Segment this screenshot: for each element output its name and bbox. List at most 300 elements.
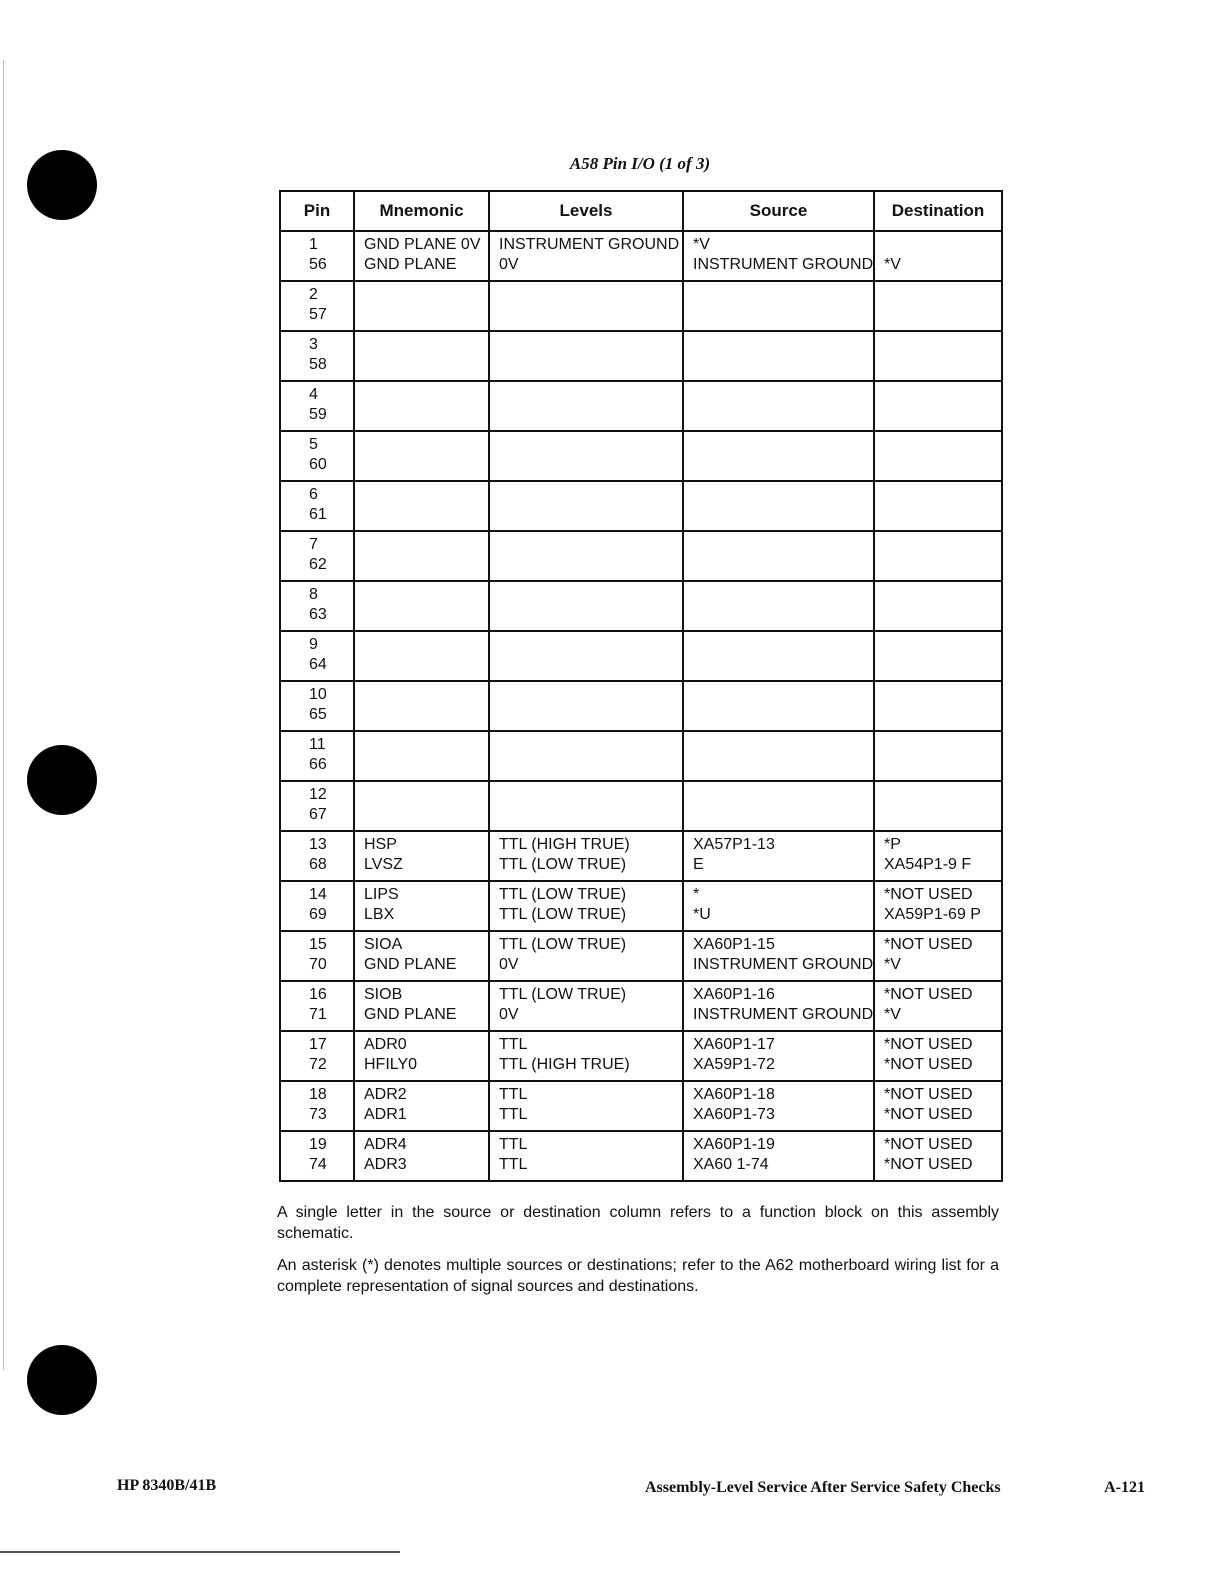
table-row	[280, 381, 1002, 431]
source-line-2	[693, 805, 873, 825]
cell-source	[683, 581, 874, 631]
left-margin-line	[3, 60, 4, 1370]
levels-line-2	[499, 605, 682, 625]
source-line-2	[693, 505, 873, 525]
notes	[277, 1202, 999, 1308]
table-row	[280, 731, 1002, 781]
source-line-1	[693, 335, 873, 355]
mnemonic-line-1	[364, 785, 488, 805]
cell-levels	[489, 631, 683, 681]
cell-destination	[874, 581, 1002, 631]
destination-line-2	[884, 455, 1001, 475]
mnemonic-line-1	[364, 685, 488, 705]
pin-line-1: 4	[309, 386, 318, 403]
pin-line-1: 12	[309, 786, 327, 803]
pin-line-1: 11	[309, 736, 326, 753]
note-asterisk: An asterisk (*) denotes multiple sources or destinations; refer to the A62 motherboard wiring list for a complete representation of signal sources and destinations.	[277, 1257, 999, 1295]
destination-line-2	[884, 405, 1001, 425]
mnemonic-line-2: LVSZ	[364, 856, 403, 873]
pin-line-2: 61	[309, 506, 327, 523]
cell-pin	[280, 231, 354, 281]
cell-mnemonic	[354, 331, 489, 381]
destination-line-1	[884, 785, 1001, 805]
levels-line-2	[499, 355, 682, 375]
cell-mnemonic	[354, 231, 489, 281]
destination-line-2	[884, 355, 1001, 375]
cell-destination	[874, 431, 1002, 481]
destination-line-2	[884, 605, 1001, 625]
cell-source	[683, 981, 874, 1031]
levels-line-1	[499, 385, 682, 405]
table-row	[280, 881, 1002, 931]
levels-line-1: TTL	[499, 1136, 528, 1153]
mnemonic-line-2	[364, 505, 488, 525]
mnemonic-line-2	[364, 405, 488, 425]
cell-pin	[280, 531, 354, 581]
cell-levels	[489, 881, 683, 931]
cell-pin	[280, 881, 354, 931]
pin-line-2: 64	[309, 656, 327, 673]
pin-line-1: 13	[309, 836, 327, 853]
pin-line-2: 62	[309, 556, 327, 573]
pin-line-2: 57	[309, 306, 327, 323]
levels-line-2: 0V	[499, 956, 519, 973]
cell-pin	[280, 1031, 354, 1081]
source-line-1: XA60P1-17	[693, 1036, 775, 1053]
cell-pin	[280, 1131, 354, 1181]
cell-pin	[280, 1081, 354, 1131]
mnemonic-line-1	[364, 635, 488, 655]
source-line-2: XA60 1-74	[693, 1156, 769, 1173]
pin-line-2: 67	[309, 806, 327, 823]
pin-line-1: 2	[309, 286, 318, 303]
destination-line-2: *NOT USED	[884, 1056, 973, 1073]
mnemonic-line-1: HSP	[364, 836, 397, 853]
table-row	[280, 831, 1002, 881]
table-title: A58 Pin I/O (1 of 3)	[569, 154, 711, 173]
levels-line-2: TTL	[499, 1156, 528, 1173]
cell-mnemonic	[354, 781, 489, 831]
table-row	[280, 981, 1002, 1031]
footer-page-number: A-121	[1104, 1479, 1145, 1496]
cell-source	[683, 531, 874, 581]
destination-line-2	[884, 705, 1001, 725]
cell-levels	[489, 1131, 683, 1181]
cell-mnemonic	[354, 981, 489, 1031]
cell-levels	[489, 781, 683, 831]
cell-mnemonic	[354, 931, 489, 981]
levels-line-1: TTL (LOW TRUE)	[499, 886, 627, 903]
cell-levels	[489, 381, 683, 431]
source-line-2	[693, 355, 873, 375]
mnemonic-line-1	[364, 535, 488, 555]
source-line-1: *	[693, 886, 700, 903]
pin-line-2: 56	[309, 256, 327, 273]
cell-pin	[280, 481, 354, 531]
mnemonic-line-1: ADR4	[364, 1136, 407, 1153]
pin-line-2: 71	[309, 1006, 327, 1023]
cell-levels	[489, 731, 683, 781]
source-line-2	[693, 705, 873, 725]
destination-line-1	[884, 685, 1001, 705]
source-line-2	[693, 605, 873, 625]
levels-line-1	[499, 635, 682, 655]
source-line-2	[693, 305, 873, 325]
levels-line-1	[499, 785, 682, 805]
source-line-1: XA60P1-19	[693, 1136, 775, 1153]
cell-pin	[280, 431, 354, 481]
cell-destination	[874, 281, 1002, 331]
source-line-2: *U	[693, 906, 711, 923]
cell-levels	[489, 931, 683, 981]
footer-model: HP 8340B/41B	[117, 1477, 217, 1494]
destination-line-2	[884, 655, 1001, 675]
pin-line-2: 66	[309, 756, 327, 773]
destination-line-2: XA59P1-69 P	[884, 906, 981, 923]
pin-line-2: 60	[309, 456, 327, 473]
pin-line-1: 10	[309, 686, 327, 703]
levels-line-1: INSTRUMENT GROUND	[499, 236, 680, 253]
mnemonic-line-1	[364, 385, 488, 405]
mnemonic-line-2	[364, 355, 488, 375]
cell-mnemonic	[354, 481, 489, 531]
levels-line-1	[499, 735, 682, 755]
cell-levels	[489, 981, 683, 1031]
cell-source	[683, 931, 874, 981]
mnemonic-line-1: ADR0	[364, 1036, 407, 1053]
destination-line-2: *V	[884, 1006, 901, 1023]
mnemonic-line-1	[364, 285, 488, 305]
source-line-1	[693, 385, 873, 405]
levels-line-1: TTL (LOW TRUE)	[499, 936, 627, 953]
source-line-1: XA60P1-18	[693, 1086, 775, 1103]
cell-levels	[489, 681, 683, 731]
levels-line-2	[499, 755, 682, 775]
mnemonic-line-2	[364, 455, 488, 475]
mnemonic-line-2	[364, 305, 488, 325]
cell-destination	[874, 631, 1002, 681]
levels-line-2	[499, 455, 682, 475]
levels-line-2	[499, 505, 682, 525]
header-destination: Destination	[874, 191, 1002, 231]
cell-source	[683, 781, 874, 831]
cell-pin	[280, 631, 354, 681]
pin-line-1: 8	[309, 586, 318, 603]
cell-destination	[874, 781, 1002, 831]
cell-destination	[874, 981, 1002, 1031]
cell-pin	[280, 931, 354, 981]
destination-line-1	[884, 435, 1001, 455]
pin-line-2: 74	[309, 1156, 327, 1173]
levels-line-1	[499, 285, 682, 305]
levels-line-2: TTL (HIGH TRUE)	[499, 1056, 630, 1073]
cell-levels	[489, 1031, 683, 1081]
cell-destination	[874, 531, 1002, 581]
cell-mnemonic	[354, 581, 489, 631]
destination-line-1	[884, 585, 1001, 605]
header-pin: Pin	[280, 191, 354, 231]
levels-line-1: TTL (HIGH TRUE)	[499, 836, 630, 853]
pin-line-1: 1	[309, 236, 318, 253]
destination-line-2	[884, 505, 1001, 525]
punch-hole-bottom	[27, 1345, 97, 1415]
source-line-1	[693, 685, 873, 705]
pin-io-table	[279, 190, 1003, 1182]
cell-source	[683, 1081, 874, 1131]
destination-line-2	[884, 755, 1001, 775]
source-line-1	[693, 285, 873, 305]
cell-pin	[280, 581, 354, 631]
destination-line-2: *NOT USED	[884, 1106, 973, 1123]
destination-line-2: XA54P1-9 F	[884, 856, 972, 873]
cell-source	[683, 1131, 874, 1181]
source-line-1: XA60P1-16	[693, 986, 775, 1003]
source-line-2	[693, 655, 873, 675]
table-header-row	[280, 191, 1002, 231]
mnemonic-line-1: SIOB	[364, 986, 403, 1003]
source-line-2	[693, 555, 873, 575]
cell-mnemonic	[354, 1131, 489, 1181]
levels-line-1	[499, 685, 682, 705]
mnemonic-line-1: LIPS	[364, 886, 399, 903]
cell-destination	[874, 731, 1002, 781]
levels-line-2	[499, 805, 682, 825]
pin-line-1: 9	[309, 636, 318, 653]
levels-line-2: 0V	[499, 1006, 519, 1023]
cell-pin	[280, 281, 354, 331]
source-line-1	[693, 435, 873, 455]
table-row	[280, 1031, 1002, 1081]
destination-line-2	[884, 305, 1001, 325]
source-line-2	[693, 755, 873, 775]
pin-line-1: 15	[309, 936, 327, 953]
source-line-1: XA57P1-13	[693, 836, 775, 853]
pin-line-2: 72	[309, 1056, 327, 1073]
destination-line-1: *NOT USED	[884, 1136, 973, 1153]
levels-line-2: TTL (LOW TRUE)	[499, 906, 627, 923]
levels-line-2	[499, 655, 682, 675]
pin-line-1: 17	[309, 1036, 327, 1053]
destination-line-2: *V	[884, 256, 901, 273]
levels-line-1: TTL	[499, 1086, 528, 1103]
levels-line-2	[499, 305, 682, 325]
destination-line-1: *P	[884, 836, 901, 853]
table-row	[280, 631, 1002, 681]
source-line-1	[693, 535, 873, 555]
cell-pin	[280, 981, 354, 1031]
pin-line-2: 59	[309, 406, 327, 423]
mnemonic-line-2: GND PLANE	[364, 956, 457, 973]
source-line-2: E	[693, 856, 704, 873]
levels-line-2: TTL (LOW TRUE)	[499, 856, 627, 873]
footer-section-title: Assembly-Level Service After Service Safety Checks	[645, 1479, 1001, 1496]
source-line-1: *V	[693, 236, 710, 253]
cell-mnemonic	[354, 831, 489, 881]
destination-line-1: *NOT USED	[884, 886, 973, 903]
cell-source	[683, 831, 874, 881]
source-line-2: XA60P1-73	[693, 1106, 775, 1123]
destination-line-1: *NOT USED	[884, 936, 973, 953]
source-line-2: XA59P1-72	[693, 1056, 775, 1073]
pin-line-1: 16	[309, 986, 327, 1003]
mnemonic-line-2: HFILY0	[364, 1056, 418, 1073]
table-row	[280, 931, 1002, 981]
levels-line-1	[499, 335, 682, 355]
table-row	[280, 331, 1002, 381]
destination-line-1	[884, 735, 1001, 755]
cell-source	[683, 381, 874, 431]
cell-source	[683, 1031, 874, 1081]
mnemonic-line-2	[364, 755, 488, 775]
cell-pin	[280, 731, 354, 781]
cell-levels	[489, 831, 683, 881]
cell-source	[683, 481, 874, 531]
table-row	[280, 431, 1002, 481]
cell-source	[683, 881, 874, 931]
cell-destination	[874, 381, 1002, 431]
levels-line-2: 0V	[499, 256, 519, 273]
mnemonic-line-2: GND PLANE	[364, 256, 457, 273]
table-row	[280, 231, 1002, 281]
mnemonic-line-2: ADR1	[364, 1106, 407, 1123]
table-row	[280, 581, 1002, 631]
pin-line-1: 5	[309, 436, 318, 453]
source-line-1	[693, 485, 873, 505]
cell-levels	[489, 481, 683, 531]
table-row	[280, 681, 1002, 731]
levels-line-1	[499, 535, 682, 555]
cell-destination	[874, 931, 1002, 981]
source-line-1	[693, 635, 873, 655]
header-source: Source	[683, 191, 874, 231]
bottom-rule	[0, 1551, 400, 1553]
cell-destination	[874, 1131, 1002, 1181]
pin-line-1: 7	[309, 536, 318, 553]
destination-line-1: *NOT USED	[884, 1086, 973, 1103]
cell-source	[683, 731, 874, 781]
cell-mnemonic	[354, 1081, 489, 1131]
cell-levels	[489, 331, 683, 381]
source-line-1	[693, 585, 873, 605]
table-row	[280, 481, 1002, 531]
cell-mnemonic	[354, 681, 489, 731]
cell-destination	[874, 231, 1002, 281]
table-row	[280, 1131, 1002, 1181]
mnemonic-line-2	[364, 605, 488, 625]
cell-destination	[874, 881, 1002, 931]
destination-line-1: *NOT USED	[884, 986, 973, 1003]
cell-source	[683, 331, 874, 381]
pin-line-1: 3	[309, 336, 318, 353]
destination-line-2: *NOT USED	[884, 1156, 973, 1173]
pin-line-1: 6	[309, 486, 318, 503]
note-single-letter: A single letter in the source or destination column refers to a function block on this assembly schematic.	[277, 1204, 999, 1242]
cell-source	[683, 281, 874, 331]
table-body	[280, 231, 1002, 1181]
pin-line-2: 65	[309, 706, 327, 723]
pin-line-2: 69	[309, 906, 327, 923]
levels-line-2	[499, 705, 682, 725]
cell-pin	[280, 681, 354, 731]
source-line-2: INSTRUMENT GROUND	[693, 256, 874, 273]
mnemonic-line-2	[364, 655, 488, 675]
mnemonic-line-2	[364, 555, 488, 575]
cell-mnemonic	[354, 431, 489, 481]
mnemonic-line-1	[364, 735, 488, 755]
source-line-1: XA60P1-15	[693, 936, 775, 953]
cell-mnemonic	[354, 381, 489, 431]
header-mnemonic: Mnemonic	[354, 191, 489, 231]
table-row	[280, 781, 1002, 831]
cell-destination	[874, 831, 1002, 881]
cell-destination	[874, 681, 1002, 731]
mnemonic-line-2	[364, 805, 488, 825]
cell-source	[683, 231, 874, 281]
cell-levels	[489, 281, 683, 331]
header-levels: Levels	[489, 191, 683, 231]
destination-line-1	[884, 485, 1001, 505]
destination-line-1	[884, 535, 1001, 555]
source-line-1	[693, 785, 873, 805]
table-row	[280, 531, 1002, 581]
table-row	[280, 1081, 1002, 1131]
source-line-2: INSTRUMENT GROUND	[693, 1006, 874, 1023]
levels-line-2: TTL	[499, 1106, 528, 1123]
source-line-2	[693, 455, 873, 475]
mnemonic-line-1	[364, 485, 488, 505]
source-line-1	[693, 735, 873, 755]
destination-line-1	[884, 285, 1001, 305]
levels-line-2	[499, 555, 682, 575]
mnemonic-line-2: ADR3	[364, 1156, 407, 1173]
cell-source	[683, 681, 874, 731]
mnemonic-line-1: GND PLANE 0V	[364, 236, 481, 253]
mnemonic-line-1	[364, 585, 488, 605]
cell-pin	[280, 381, 354, 431]
cell-mnemonic	[354, 1031, 489, 1081]
pin-line-2: 58	[309, 356, 327, 373]
cell-source	[683, 431, 874, 481]
cell-mnemonic	[354, 281, 489, 331]
cell-levels	[489, 581, 683, 631]
pin-line-2: 70	[309, 956, 327, 973]
destination-line-1	[884, 335, 1001, 355]
cell-destination	[874, 1081, 1002, 1131]
pin-line-2: 63	[309, 606, 327, 623]
levels-line-1	[499, 435, 682, 455]
cell-destination	[874, 331, 1002, 381]
cell-levels	[489, 1081, 683, 1131]
cell-pin	[280, 831, 354, 881]
destination-line-2: *V	[884, 956, 901, 973]
source-line-2: INSTRUMENT GROUND	[693, 956, 874, 973]
cell-levels	[489, 431, 683, 481]
pin-line-2: 68	[309, 856, 327, 873]
destination-line-2	[884, 805, 1001, 825]
levels-line-2	[499, 405, 682, 425]
destination-line-2	[884, 555, 1001, 575]
levels-line-1: TTL	[499, 1036, 528, 1053]
levels-line-1	[499, 485, 682, 505]
mnemonic-line-1	[364, 335, 488, 355]
cell-levels	[489, 531, 683, 581]
destination-line-1: *NOT USED	[884, 1036, 973, 1053]
cell-mnemonic	[354, 731, 489, 781]
cell-mnemonic	[354, 881, 489, 931]
cell-source	[683, 631, 874, 681]
source-line-2	[693, 405, 873, 425]
mnemonic-line-1: ADR2	[364, 1086, 407, 1103]
